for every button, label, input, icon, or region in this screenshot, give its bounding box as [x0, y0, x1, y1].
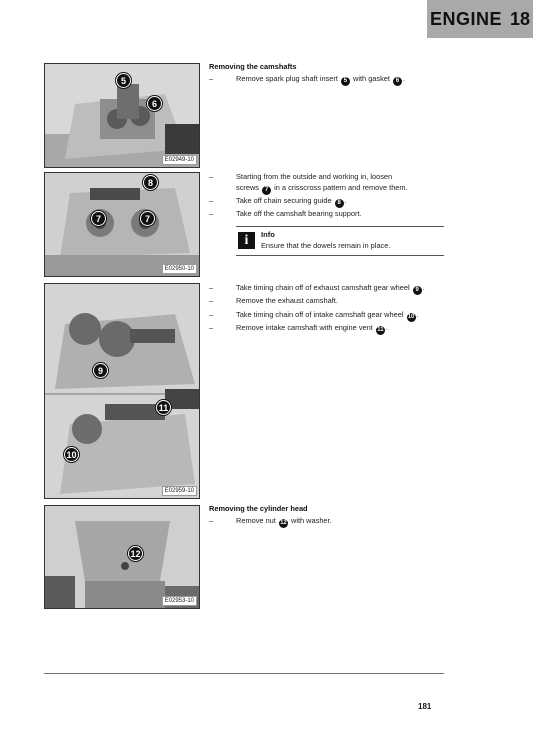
engine-photo-3	[45, 284, 199, 498]
figure-cylinder-head	[44, 505, 200, 609]
footer-divider	[44, 673, 444, 674]
ref-badge-10: 10	[407, 314, 415, 320]
chapter-title: ENGINE	[429, 8, 502, 29]
figure-camshafts	[44, 283, 200, 499]
callout-6: 6	[147, 96, 162, 111]
step-exhaust-chain: – Take timing chain off of exhaust camshaft gear wheel 9 .	[209, 283, 425, 293]
callout-12: 12	[128, 546, 143, 561]
figure-code: E02953-10	[162, 596, 197, 606]
figure-code: E02950-10	[162, 264, 197, 274]
info-text: Ensure that the dowels remain in place.	[261, 241, 391, 250]
engine-photo-2	[45, 173, 199, 276]
step-remove-exhaust-camshaft: – Remove the exhaust camshaft.	[209, 296, 338, 305]
callout-7-right: 7	[140, 211, 155, 226]
callout-11: 11	[156, 400, 171, 415]
chapter-number: 18	[509, 8, 531, 29]
step-remove-nut: – Remove nut 12 with washer.	[209, 516, 332, 526]
info-box	[236, 226, 444, 256]
step-chain-guide: – Take off chain securing guide 8 .	[209, 196, 347, 206]
callout-7-left: 7	[91, 211, 106, 226]
section-heading-camshafts: Removing the camshafts	[209, 62, 297, 71]
figure-code: E02959-10	[162, 486, 197, 496]
step-loosen-screws: – Starting from the outside and working in, loosen screws 7 in a crisscross pattern and remove them.	[209, 172, 408, 193]
step-bearing-support: – Take off the camshaft bearing support.	[209, 209, 362, 218]
ref-badge-6: 6	[393, 77, 402, 86]
figure-code: E02949-10	[162, 155, 197, 165]
ref-badge-9: 9	[413, 286, 422, 295]
callout-9: 9	[93, 363, 108, 378]
step-intake-chain: – Take timing chain off of intake camshaft gear wheel 10 .	[209, 310, 419, 320]
ref-badge-8: 8	[335, 199, 344, 208]
figure-spark-plug-insert	[44, 63, 200, 168]
page-number: 181	[418, 702, 432, 711]
chapter-tab	[427, 0, 533, 38]
section-heading-cylinder-head: Removing the cylinder head	[209, 504, 308, 513]
info-icon: i	[238, 232, 255, 249]
info-title: Info	[261, 230, 275, 239]
step-remove-intake-camshaft: – Remove intake camshaft with engine vent 11 .	[209, 323, 388, 333]
ref-badge-12: 12	[280, 520, 287, 526]
ref-badge-7: 7	[262, 186, 271, 195]
figure-camshaft-bearing	[44, 172, 200, 277]
ref-badge-5: 5	[341, 77, 350, 86]
step-remove-spark-plug-insert: – Remove spark plug shaft insert 5 with gasket 6 .	[209, 74, 406, 84]
callout-5: 5	[116, 73, 131, 88]
ref-badge-11: 11	[377, 327, 384, 333]
callout-8: 8	[143, 175, 158, 190]
callout-10: 10	[64, 447, 79, 462]
engine-photo-4	[45, 506, 199, 608]
